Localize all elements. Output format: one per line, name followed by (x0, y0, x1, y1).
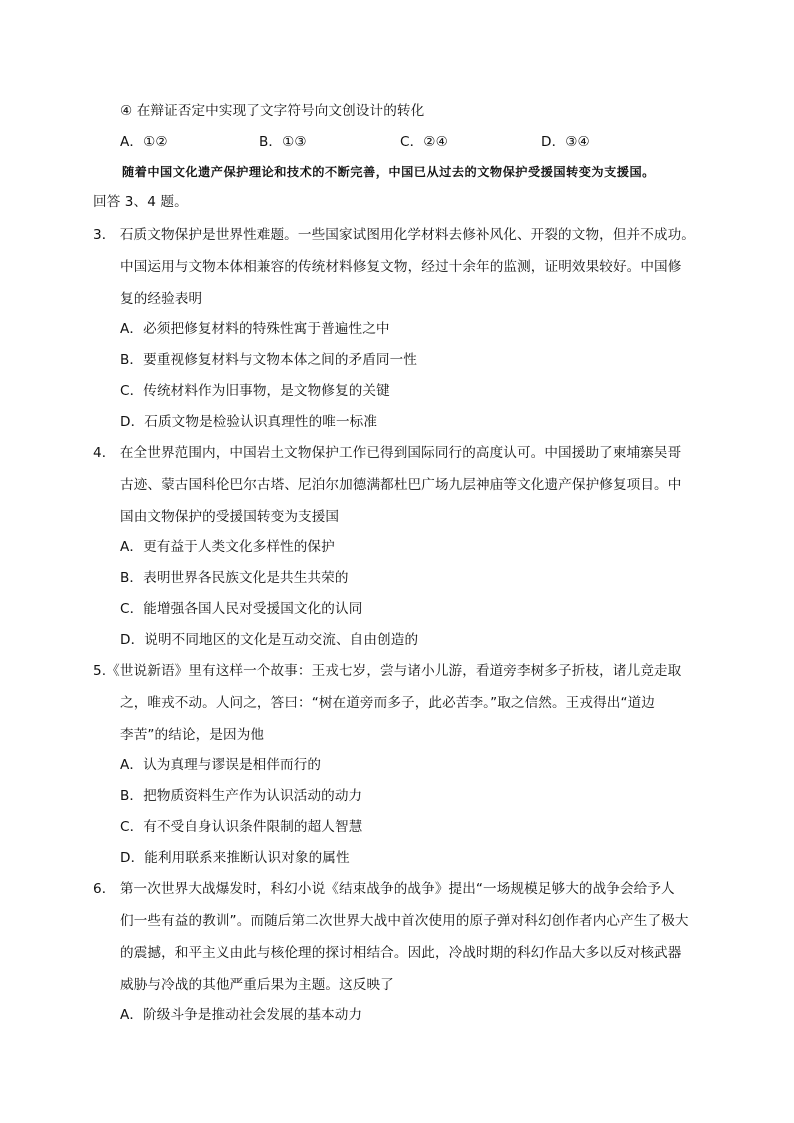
q5-option-d: D．能利用联系来推断认识对象的属性 (120, 850, 350, 866)
q2-option-d: D．③④ (541, 134, 590, 150)
q4-option-d: D．说明不同地区的文化是互动交流、自由创造的 (120, 632, 419, 648)
q5-option-b: B．把物质资料生产作为认识活动的动力 (120, 788, 363, 804)
q3-option-d: D．石质文物是检验认识真理性的唯一标准 (120, 414, 378, 430)
q3-option-c: C．传统材料作为旧事物，是文物修复的关键 (120, 383, 390, 399)
q5-stem-line-3: 李苦”的结论，是因为他 (120, 727, 265, 743)
q4-stem-line-2: 古迹、蒙古国科伦巴尔古塔、尼泊尔加德满都杜巴广场九层神庙等文化遗产保护修复项目。中 (120, 477, 682, 493)
q2-item-4: ④ 在辩证否定中实现了文字符号向文创设计的转化 (120, 103, 425, 119)
q6-option-a: A．阶级斗争是推动社会发展的基本动力 (120, 1007, 363, 1023)
q4-option-c: C．能增强各国人民对受援国文化的认同 (120, 601, 363, 617)
q5-option-c: C．有不受自身认识条件限制的超人智慧 (120, 819, 363, 835)
q3-stem-line-2: 中国运用与文物本体相兼容的传统材料修复文物，经过十余年的监测，证明效果较好。中国修 (120, 259, 682, 275)
q2-option-c: C．②④ (400, 134, 448, 150)
q4-stem-line-3: 国由文物保护的受援国转变为支援国 (120, 509, 340, 525)
q5-stem-line-1: 5.《世说新语》里有这样一个故事：王戎七岁，尝与诸小儿游，看道旁李树多子折枝，诸儿竞走取 (93, 663, 682, 679)
q2-option-b: B．①③ (259, 134, 307, 150)
q3-stem-line-3: 复的经验表明 (120, 291, 203, 307)
q3-option-a: A．必须把修复材料的特殊性寓于普遍性之中 (120, 321, 390, 337)
group-intro-line-2: 回答 3、4 题。 (93, 194, 188, 210)
q6-stem-line-3: 的震撼，和平主义由此与核伦理的探讨相结合。因此，冷战时期的科幻作品大多以反对核武器 (120, 945, 682, 961)
q3-option-b: B．要重视修复材料与文物本体之间的矛盾同一性 (120, 352, 417, 368)
q2-option-a: A．①② (120, 134, 168, 150)
q5-option-a: A．认为真理与谬误是相伴而行的 (120, 757, 322, 773)
q6-stem-line-1: 6． 第一次世界大战爆发时，科幻小说《结束战争的战争》提出“一场规模足够大的战争会给予人 (93, 881, 675, 897)
q4-option-a: A．更有益于人类文化多样性的保护 (120, 539, 335, 555)
q5-stem-line-2: 之，唯戎不动。人问之，答曰：“树在道旁而多子，此必苦李。”取之信然。王戎得出“道边 (120, 695, 655, 711)
q3-stem-line-1: 3． 石质文物保护是世界性难题。一些国家试图用化学材料去修补风化、开裂的文物，但并不成功。 (93, 227, 695, 243)
q4-option-b: B．表明世界各民族文化是共生共荣的 (120, 570, 349, 586)
q6-stem-line-4: 威胁与冷战的其他严重后果为主题。这反映了 (120, 977, 394, 993)
group-intro-line-1: 随着中国文化遗产保护理论和技术的不断完善，中国已从过去的文物保护受援国转变为支援国。 (122, 165, 655, 179)
q6-stem-line-2: 们一些有益的教训”。而随后第二次世界大战中首次使用的原子弹对科幻创作者内心产生了极大 (120, 913, 689, 929)
q4-stem-line-1: 4． 在全世界范围内，中国岩土文物保护工作已得到国际同行的高度认可。中国援助了柬埔寨吴哥 (93, 445, 682, 461)
